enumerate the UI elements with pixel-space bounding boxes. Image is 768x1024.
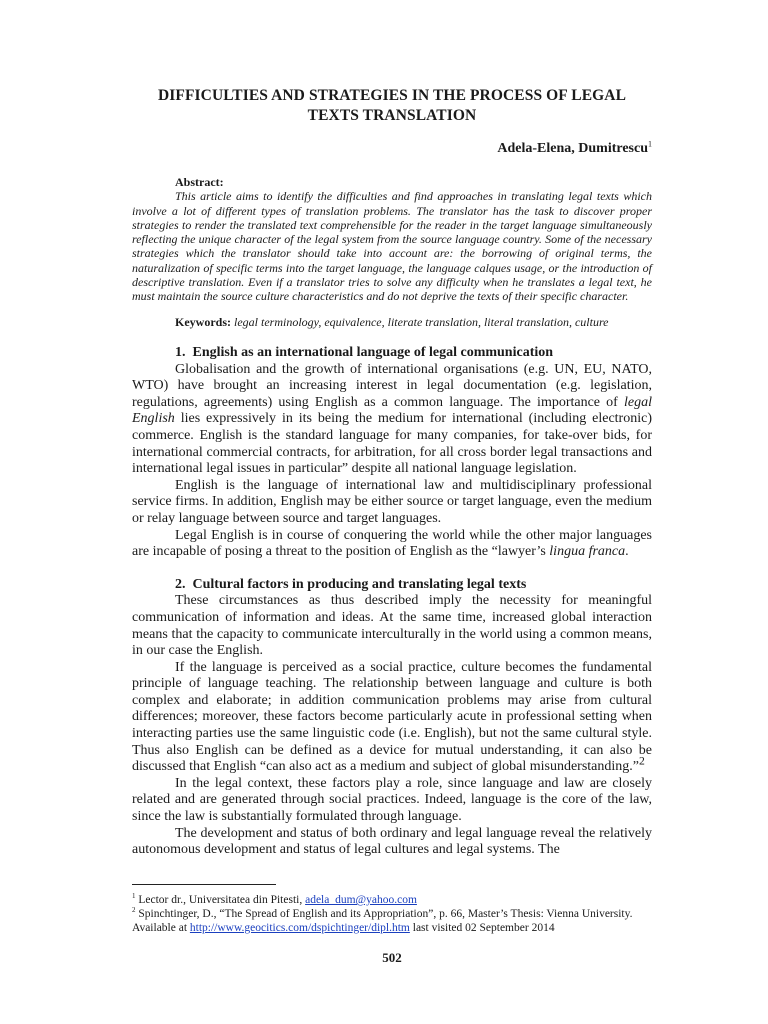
- section-2-paragraph: The development and status of both ordinary and legal language reveal the relatively autonomous development and status of legal cultures and legal systems. The: [132, 825, 652, 858]
- section-1-paragraph: Legal English is in course of conquering the world while the other major languages are incapable of posing a threat to the position of English as the “lawyer’s lingua franca.: [132, 527, 652, 560]
- keywords: [175, 315, 609, 330]
- keywords-value: legal terminology, equivalence, literate translation, literal translation, culture: [231, 315, 609, 329]
- footnote-ref: 2: [639, 754, 645, 768]
- abstract-text: This article aims to identify the difficulties and find approaches in translating legal texts which involve a lot of different types of translation problems. The translator has the task to discover proper strategies to render the translated text comprehensible for the reader in the target language simultaneously reflecting the unique character of the legal system from the source language country. Some of the necessary strategies which the translator should take into account are: the borrowing of original terms, the naturalization of specific terms into the target language, the language calques usage, or the introduction of descriptive translation. Even if a translator tries to solve any difficulty when he translates a legal text, he must maintain the source culture characteristics and do not deprive the texts of their specific character.: [132, 189, 652, 304]
- section-2-paragraph: In the legal context, these factors play a role, since language and law are closely related and are generated through social practices. Indeed, language is the core of the law, since the law is substantially formulated through language.: [132, 775, 652, 825]
- paper-title: DIFFICULTIES AND STRATEGIES IN THE PROCESS OF LEGAL TEXTS TRANSLATION: [157, 87, 627, 124]
- section-1-paragraph: English is the language of international law and multidisciplinary professional service firms. In addition, English may be either source or target language, even the medium or relay language between source and target languages.: [132, 477, 652, 526]
- section-1-heading: 1. English as an international language of legal communication: [175, 345, 554, 360]
- page-number: 502: [382, 950, 402, 965]
- footnote-divider: [132, 884, 276, 885]
- email-link[interactable]: adela_dum@yahoo.com: [305, 894, 417, 906]
- source-link[interactable]: http://www.geocitics.com/dspichtinger/dipl.htm: [189, 921, 410, 934]
- abstract: [132, 175, 652, 304]
- author-footnote-ref: 1: [648, 139, 652, 149]
- footnote-2: $^2$ Spinchtinger, D., “The Spread of English and its Appropriation”, p. 66, Master’s Thesis: Vienna University. Available at http://www.geocitics.com/dspichtinger/dipl.htm last visited 02 September 2014: [132, 906, 633, 934]
- footnote-1: $^1$ Lector dr., Universitatea din Pitesti, adela_dum@yahoo.com: [132, 892, 417, 906]
- abstract-heading: Abstract:: [175, 175, 224, 189]
- author-name: Adela-Elena, Dumitrescu: [497, 141, 648, 156]
- section-2-heading: 2. Cultural factors in producing and translating legal texts: [175, 576, 527, 592]
- keywords-label: Keywords:: [175, 315, 231, 329]
- article-body: [132, 345, 652, 859]
- author-line: [497, 141, 652, 157]
- section-1-paragraph: Globalisation and the growth of international organisations (e.g. UN, EU, NATO, WTO) have brought an increasing interest in legal documentation (e.g. legislation, regulations, agreements) using English as a common language. The importance of legal English lies expressively in its being the medium for international (including electronic) commerce. English is the standard language for many companies, for take-over bids, for international commercial contracts, for arbitration, for all cross border legal transactions and international legal issues in particular” despite all national language legislation.: [132, 361, 652, 477]
- section-2-paragraph: These circumstances as thus described imply the necessity for meaningful communication of information and ideas. At the same time, increased global interaction means that the capacity to communicate interculturally in the world using a common means, in our case the English.: [132, 593, 652, 659]
- section-2-paragraph: If the language is perceived as a social practice, culture becomes the fundamental principle of language teaching. The relationship between language and culture is both complex and elaborate; in addition communication problems may arise from cultural differences; moreover, these factors become particularly acute in professional setting when interacting parties use the same linguistic code (i.e. English), but not the same cultural style. Thus also English can be defined as a device for mutual understanding, it can also be discussed that English “can also act as a medium and subject of global misunderstanding.”$^2$: [132, 659, 652, 775]
